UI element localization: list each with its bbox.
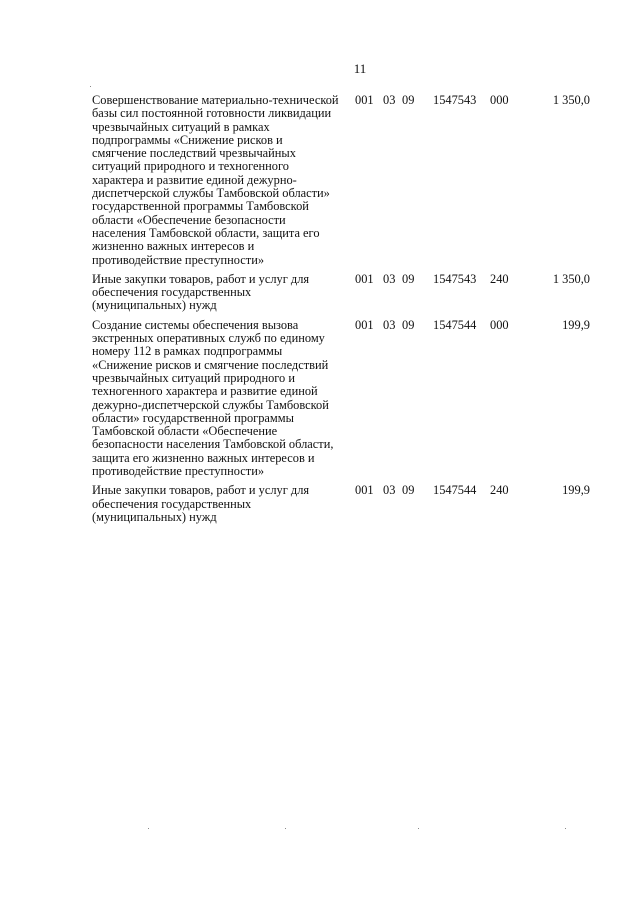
expense-type-code: 240 [490, 483, 509, 498]
ministry-code: 001 [355, 317, 374, 332]
amount: 1 350,0 [552, 93, 590, 107]
target-article-code: 1547543 [433, 271, 477, 286]
expense-type-code: 240 [490, 271, 509, 286]
section-code: 03 [383, 317, 396, 332]
page-number: 11 [353, 61, 367, 76]
scan-speck [90, 86, 91, 87]
ministry-code: 001 [355, 93, 374, 107]
amount: 199,9 [562, 483, 590, 498]
expense-type-code: 000 [490, 93, 509, 107]
amount: 199,9 [562, 317, 590, 332]
subsection-code: 09 [402, 271, 415, 286]
table-row [92, 484, 592, 524]
row-description: Совершенствование материально-технической базы сил постоянной готовности ликвидации чрезвычайных ситуаций в рамках подпрограммы «Снижение рисков и смягчение последствий чрезвычайных ситуаций природного и техногенного характера и развитие единой дежурно-диспетчерской службы Тамбовской области» государственной программы Тамбовской области «Обеспечение безопасности населения Тамбовской области, защита его жизненно важных интересов и противодействие преступности» [92, 93, 339, 267]
expense-type-code: 000 [490, 317, 509, 332]
scan-speck [148, 828, 149, 829]
budget-table [92, 94, 592, 530]
scan-speck [418, 828, 419, 829]
target-article-code: 1547544 [433, 317, 477, 332]
subsection-code: 09 [402, 93, 415, 107]
section-code: 03 [383, 93, 396, 107]
table-row [92, 94, 592, 267]
ministry-code: 001 [355, 483, 374, 498]
subsection-code: 09 [402, 483, 415, 498]
target-article-code: 1547544 [433, 483, 477, 498]
row-description: Иные закупки товаров, работ и услуг для обеспечения государственных (муниципальных) нужд [92, 271, 310, 313]
row-description: Создание системы обеспечения вызова экстренных оперативных служб по единому номеру 112 в рамках подпрограммы «Снижение рисков и смягчение последствий чрезвычайных ситуаций природного и техногенного характера и развитие единой дежурно-диспетчерской службы Тамбовской области» государственной программы Тамбовской области «Обеспечение безопасности населения Тамбовской области, защита его жизненно важных интересов и противодействие преступности» [92, 317, 334, 479]
section-code: 03 [383, 271, 396, 286]
target-article-code: 1547543 [433, 93, 477, 107]
scan-speck [285, 828, 286, 829]
table-row [92, 273, 592, 313]
amount: 1 350,0 [552, 271, 590, 286]
subsection-code: 09 [402, 317, 415, 332]
ministry-code: 001 [355, 271, 374, 286]
row-description: Иные закупки товаров, работ и услуг для обеспечения государственных (муниципальных) нужд [92, 483, 310, 524]
section-code: 03 [383, 483, 396, 498]
table-row [92, 319, 592, 479]
scan-speck [565, 828, 566, 829]
